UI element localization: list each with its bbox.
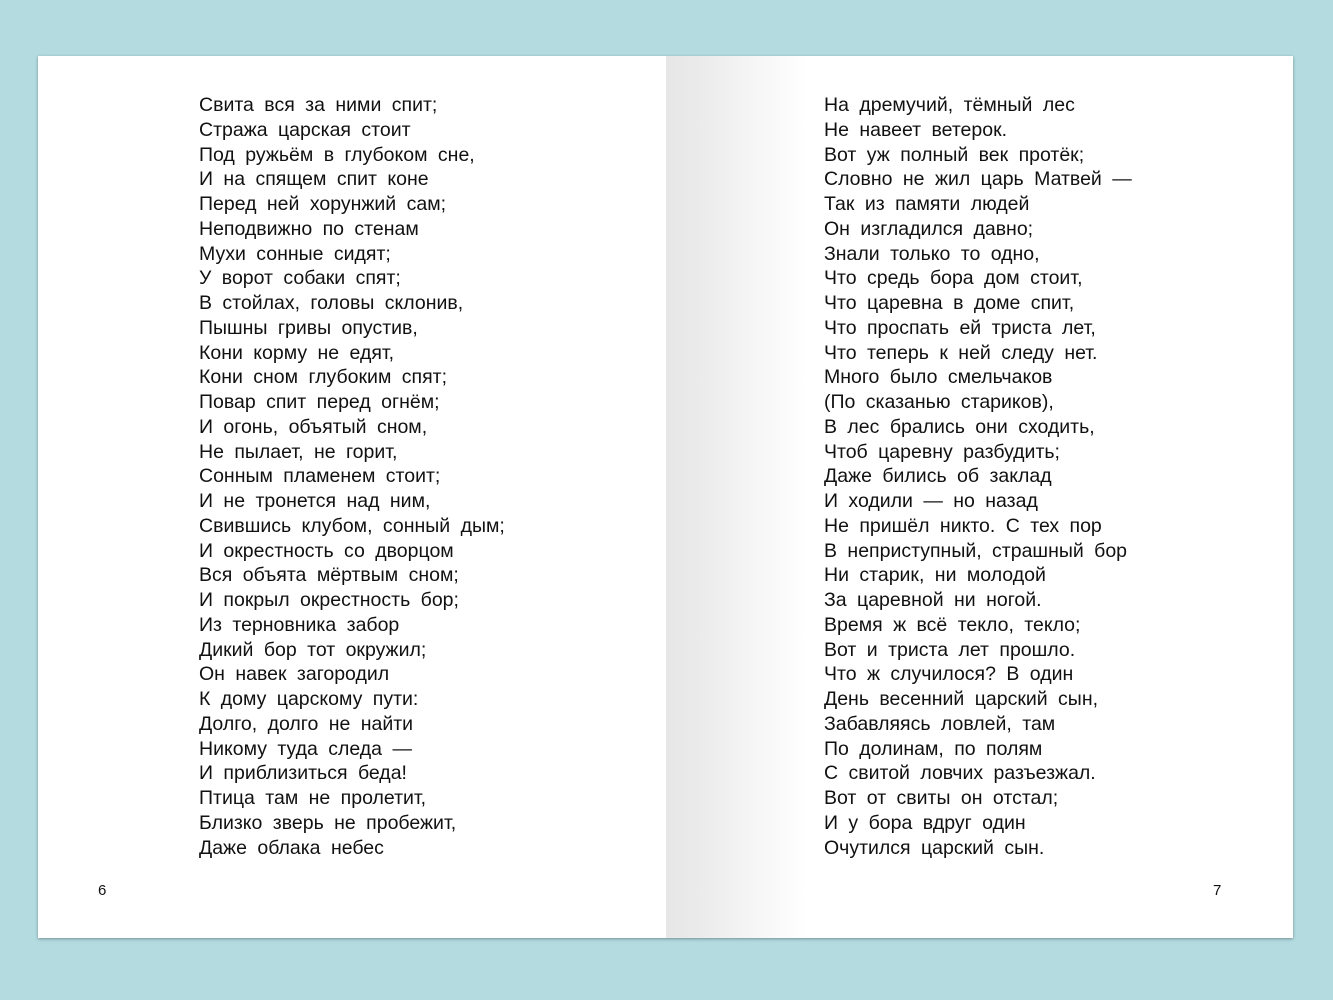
poem-line: С свитой ловчих разъезжал. bbox=[824, 762, 1096, 785]
page-number-right: 7 bbox=[1213, 882, 1222, 899]
poem-line: И огонь, объятый сном, bbox=[199, 415, 428, 438]
poem-line: За царевной ни ногой. bbox=[824, 589, 1042, 611]
right-poem-text bbox=[824, 93, 1132, 860]
poem-line: Из терновника забор bbox=[199, 613, 400, 636]
poem-line: Так из памяти людей bbox=[824, 193, 1030, 215]
poem-line: Птица там не пролетит, bbox=[199, 787, 427, 809]
poem-line: Свившись клубом, сонный дым; bbox=[199, 514, 505, 537]
poem-line: Что ж случилося? В один bbox=[824, 663, 1074, 686]
poem-line: И на спящем спит коне bbox=[199, 168, 429, 191]
poem-line: Вот от свиты он отстал; bbox=[824, 787, 1059, 809]
poem-line: Ни старик, ни молодой bbox=[824, 564, 1046, 587]
poem-line: Мухи сонные сидят; bbox=[199, 242, 391, 265]
poem-line: День весенний царский сын, bbox=[824, 688, 1099, 710]
poem-line: И у бора вдруг один bbox=[824, 811, 1026, 834]
poem-line: Не навеет ветерок. bbox=[824, 118, 1008, 141]
poem-line: И покрыл окрестность бор; bbox=[199, 589, 459, 611]
poem-line: Даже бились об заклад bbox=[824, 465, 1052, 488]
poem-line: Чтоб царевну разбудить; bbox=[824, 440, 1060, 463]
right-page bbox=[666, 56, 1293, 938]
poem-line: Вся объята мёртвым сном; bbox=[199, 564, 459, 587]
poem-line: Неподвижно по стенам bbox=[199, 217, 419, 240]
poem-line: Дикий бор тот окружил; bbox=[199, 638, 427, 661]
poem-line: Вот уж полный век протёк; bbox=[824, 143, 1085, 166]
poem-line: Что средь бора дом стоит, bbox=[824, 267, 1083, 290]
poem-line: Даже облака небес bbox=[199, 836, 384, 859]
left-poem-text bbox=[199, 93, 505, 860]
poem-line: Долго, долго не найти bbox=[199, 712, 414, 735]
poem-line: И не тронется над ним, bbox=[199, 490, 431, 512]
poem-line: Свита вся за ними спит; bbox=[199, 94, 438, 116]
poem-line: Он изгладился давно; bbox=[824, 217, 1034, 240]
poem-line: Кони корму не едят, bbox=[199, 341, 395, 364]
poem-line: Забавляясь ловлей, там bbox=[824, 712, 1056, 735]
poem-line: Что проспать ей триста лет, bbox=[824, 316, 1096, 339]
poem-line: И ходили — но назад bbox=[824, 490, 1038, 512]
poem-line: Стража царская стоит bbox=[199, 118, 411, 141]
poem-line: В неприступный, страшный бор bbox=[824, 539, 1128, 562]
poem-line: Под ружьём в глубоком сне, bbox=[199, 143, 475, 166]
poem-line: Что теперь к ней следу нет. bbox=[824, 341, 1098, 364]
poem-line: На дремучий, тёмный лес bbox=[824, 94, 1075, 116]
page-number-left: 6 bbox=[98, 882, 107, 899]
poem-line: Никому туда следа — bbox=[199, 737, 412, 760]
poem-line: Что царевна в доме спит, bbox=[824, 292, 1075, 314]
poem-line: Вот и триста лет прошло. bbox=[824, 638, 1076, 661]
poem-line: По долинам, по полям bbox=[824, 737, 1043, 760]
poem-line: И окрестность со дворцом bbox=[199, 539, 454, 562]
left-page bbox=[38, 56, 666, 938]
poem-line: Очутился царский сын. bbox=[824, 836, 1045, 859]
poem-line: Не пылает, не горит, bbox=[199, 440, 398, 463]
poem-line: Много было смельчаков bbox=[824, 366, 1053, 389]
poem-line: Он навек загородил bbox=[199, 663, 390, 686]
poem-line: Повар спит перед огнём; bbox=[199, 391, 440, 413]
poem-line: Кони сном глубоким спят; bbox=[199, 366, 447, 389]
poem-line: Словно не жил царь Матвей — bbox=[824, 168, 1132, 191]
poem-line: Пышны гривы опустив, bbox=[199, 316, 418, 339]
poem-line: У ворот собаки спят; bbox=[199, 267, 401, 290]
poem-line: Близко зверь не пробежит, bbox=[199, 811, 457, 834]
poem-line: Знали только то одно, bbox=[824, 242, 1040, 265]
poem-line: Не пришёл никто. С тех пор bbox=[824, 514, 1102, 537]
poem-line: Перед ней хорунжий сам; bbox=[199, 193, 447, 215]
poem-line: К дому царскому пути: bbox=[199, 688, 419, 710]
poem-line: Сонным пламенем стоит; bbox=[199, 465, 441, 488]
book-spread bbox=[38, 56, 1293, 938]
poem-line: В лес брались они сходить, bbox=[824, 415, 1095, 438]
poem-line: В стойлах, головы склонив, bbox=[199, 292, 464, 314]
poem-line: И приблизиться беда! bbox=[199, 762, 407, 785]
poem-line: (По сказанью стариков), bbox=[824, 391, 1054, 413]
poem-line: Время ж всё текло, текло; bbox=[824, 613, 1081, 636]
